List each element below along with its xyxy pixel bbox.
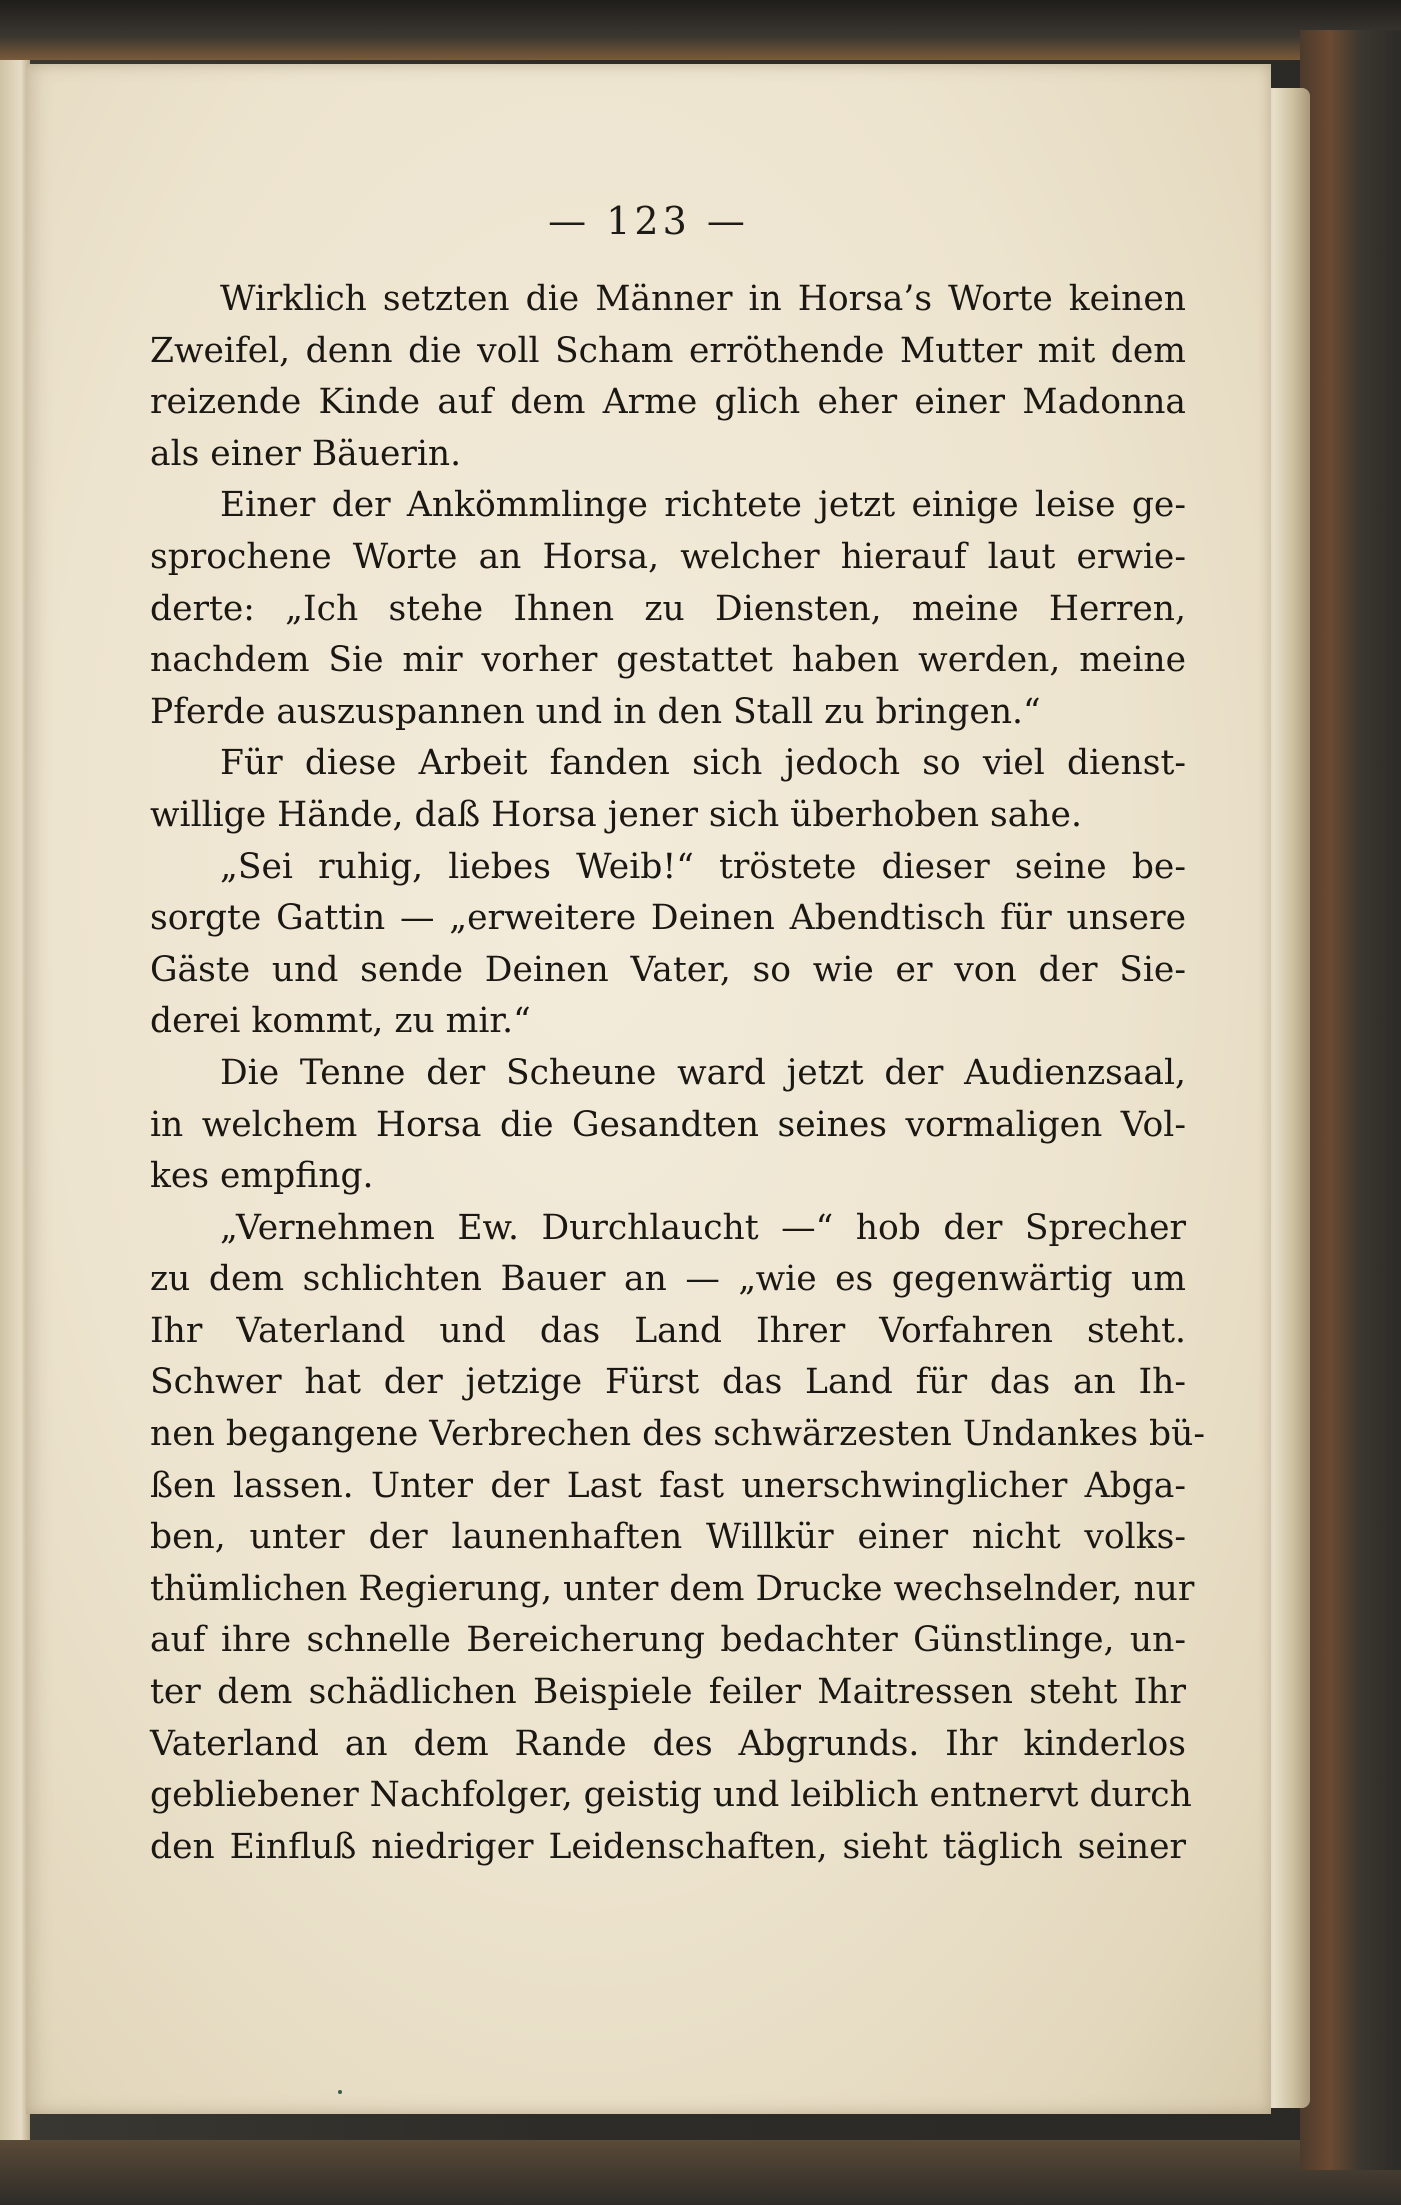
text-line: Die Tenne der Scheune ward jetzt der Audienzsaal, — [220, 1052, 1186, 1093]
text-line: ben, unter der launenhaften Willkür einer nicht volks- — [150, 1517, 1186, 1558]
text-line: gebliebener Nachfolger, geistig und leiblich entnervt durch — [150, 1775, 1192, 1816]
text-line: Gäste und sende Deinen Vater, so wie er von der Sie- — [150, 949, 1186, 990]
book-cover-top-edge — [0, 0, 1401, 60]
text-line: kes empfing. — [150, 1156, 374, 1197]
text-line: thümlichen Regierung, unter dem Drucke wechselnder, nur — [150, 1568, 1195, 1609]
book-cover-bottom-edge — [0, 2140, 1401, 2205]
book-cover-right-edge — [1300, 30, 1401, 2170]
text-line: als einer Bäuerin. — [150, 433, 462, 474]
text-line: Einer der Ankömmlinge richtete jetzt einige leise ge- — [220, 485, 1186, 526]
paragraph — [150, 1203, 1205, 1874]
text-line: ter dem schädlichen Beispiele feiler Maitressen steht Ihr — [150, 1672, 1186, 1713]
paragraph — [150, 274, 1186, 480]
text-line: ßen lassen. Unter der Last fast unerschwinglicher Abga- — [150, 1465, 1186, 1506]
text-line: derte: „Ich stehe Ihnen zu Diensten, meine Herren, — [150, 588, 1186, 629]
text-line: Ihr Vaterland und das Land Ihrer Vorfahren steht. — [150, 1310, 1186, 1351]
paragraph — [150, 1048, 1186, 1203]
text-line: nen begangene Verbrechen des schwärzesten Undankes bü- — [150, 1414, 1205, 1455]
text-line: Zweifel, denn die voll Scham erröthende Mutter mit dem — [150, 330, 1186, 371]
text-line: sorgte Gattin — „erweitere Deinen Abendtisch für unsere — [150, 898, 1186, 939]
text-line: „Vernehmen Ew. Durchlaucht —“ hob der Sprecher — [220, 1207, 1186, 1248]
text-line: derei kommt, zu mir.“ — [150, 1001, 531, 1042]
text-line: nachdem Sie mir vorher gestattet haben werden, meine — [150, 640, 1186, 681]
text-line: auf ihre schnelle Bereicherung bedachter Günstlinge, un- — [150, 1620, 1186, 1661]
text-line: willige Hände, daß Horsa jener sich überhoben sahe. — [150, 794, 1082, 835]
book-page — [26, 64, 1271, 2114]
text-line: in welchem Horsa die Gesandten seines vormaligen Vol- — [150, 1104, 1186, 1145]
text-line: Wirklich setzten die Männer in Horsa’s Worte keinen — [220, 279, 1186, 319]
text-line: den Einfluß niedriger Leidenschaften, sieht täglich seiner — [150, 1826, 1186, 1867]
paragraph — [150, 738, 1186, 841]
text-line: Für diese Arbeit fanden sich jedoch so viel dienst- — [220, 743, 1186, 784]
text-line: zu dem schlichten Bauer an — „wie es gegenwärtig um — [150, 1259, 1186, 1300]
ink-speck — [338, 2090, 342, 2094]
text-line: Pferde auszuspannen und in den Stall zu bringen.“ — [150, 691, 1041, 732]
text-line: Vaterland an dem Rande des Abgrunds. Ihr kinderlos — [150, 1723, 1186, 1764]
body-text — [150, 274, 1205, 1873]
text-line: reizende Kinde auf dem Arme glich eher einer Madonna — [150, 382, 1186, 423]
paragraph — [150, 480, 1186, 738]
text-line: sprochene Worte an Horsa, welcher hierauf laut erwie- — [150, 536, 1186, 577]
page-number: — 123 — — [548, 199, 749, 243]
text-line: „Sei ruhig, liebes Weib!“ tröstete dieser seine be- — [220, 846, 1186, 887]
paragraph — [150, 842, 1186, 1048]
text-line: Schwer hat der jetzige Fürst das Land für das an Ih- — [150, 1362, 1186, 1403]
